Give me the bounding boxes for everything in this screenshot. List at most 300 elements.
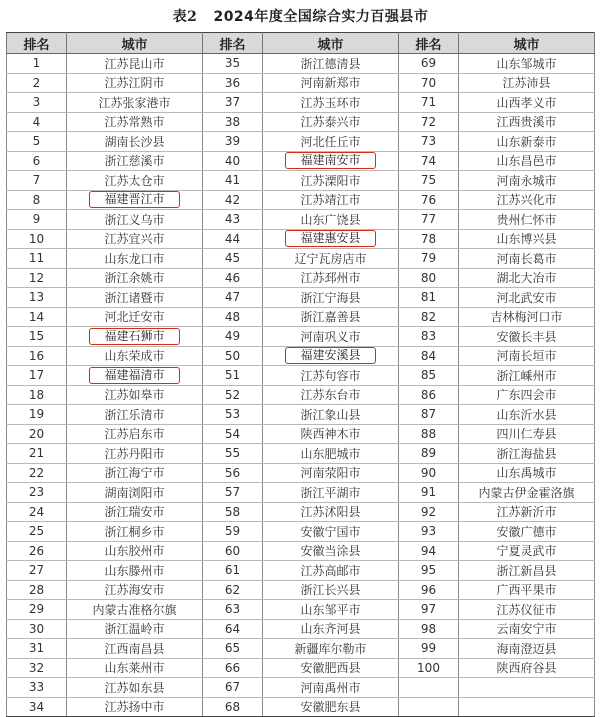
rank-cell: 13 — [7, 288, 67, 308]
rank-cell: 12 — [7, 268, 67, 288]
city-name: 山东昌邑市 — [496, 154, 557, 169]
city-name: 浙江平湖市 — [300, 485, 361, 500]
city-name: 山东齐河县 — [300, 622, 361, 637]
rank-cell: 38 — [203, 112, 263, 132]
city-name: 山东新泰市 — [496, 134, 557, 149]
city-name: 浙江瑞安市 — [104, 505, 165, 520]
rank-cell: 47 — [203, 288, 263, 308]
city-name: 陕西府谷县 — [496, 661, 557, 676]
city-name: 河北武安市 — [496, 290, 557, 305]
city-name: 山东禹城市 — [496, 466, 557, 481]
rank-cell: 60 — [203, 541, 263, 561]
city-name: 江西贵溪市 — [496, 115, 557, 130]
city-name: 江苏句容市 — [300, 368, 361, 383]
city-name: 安徽肥东县 — [300, 700, 361, 715]
city-cell — [67, 249, 203, 269]
rank-cell: 85 — [399, 366, 459, 386]
rank-cell: 59 — [203, 522, 263, 542]
city-name: 浙江宁海县 — [300, 290, 361, 305]
city-cell — [263, 132, 399, 152]
rank-cell: 97 — [399, 600, 459, 620]
rank-cell: 26 — [7, 541, 67, 561]
rank-cell: 69 — [399, 54, 459, 74]
table-row — [7, 210, 595, 230]
header-rank: 排名 — [7, 33, 67, 54]
rank-cell: 15 — [7, 327, 67, 347]
table-body — [7, 54, 595, 717]
city-cell — [67, 697, 203, 717]
rank-cell: 82 — [399, 307, 459, 327]
city-name: 山东滕州市 — [104, 563, 165, 578]
rank-cell: 89 — [399, 444, 459, 464]
city-name: 江苏丹阳市 — [104, 446, 165, 461]
rank-cell: 31 — [7, 639, 67, 659]
table-row — [7, 697, 595, 717]
table-row — [7, 132, 595, 152]
rank-cell: 73 — [399, 132, 459, 152]
city-cell — [67, 424, 203, 444]
city-cell — [263, 580, 399, 600]
city-name: 江苏常熟市 — [104, 115, 165, 130]
table-row — [7, 444, 595, 464]
rank-cell: 88 — [399, 424, 459, 444]
rank-cell: 37 — [203, 93, 263, 113]
table-row — [7, 171, 595, 191]
city-cell — [459, 541, 595, 561]
city-name: 浙江象山县 — [300, 407, 361, 422]
table-row — [7, 112, 595, 132]
table-row — [7, 249, 595, 269]
rank-cell: 87 — [399, 405, 459, 425]
rank-cell: 52 — [203, 385, 263, 405]
table-row — [7, 385, 595, 405]
table-title-text: 2024年度全国综合实力百强县市 — [213, 9, 429, 25]
city-cell — [459, 385, 595, 405]
table-number: 表2 — [172, 9, 198, 25]
city-name: 江苏海安市 — [104, 583, 165, 598]
rank-cell: 77 — [399, 210, 459, 230]
city-cell — [263, 190, 399, 210]
rank-cell: 14 — [7, 307, 67, 327]
city-name: 浙江慈溪市 — [104, 154, 165, 169]
city-name: 浙江诸暨市 — [104, 290, 165, 305]
city-cell — [459, 483, 595, 503]
table-row — [7, 619, 595, 639]
header-city: 城市 — [459, 33, 595, 54]
city-cell — [67, 54, 203, 74]
city-name: 江苏靖江市 — [300, 193, 361, 208]
city-cell — [263, 268, 399, 288]
table-row — [7, 541, 595, 561]
city-name: 山东肥城市 — [300, 446, 361, 461]
city-cell — [263, 93, 399, 113]
rank-cell: 27 — [7, 561, 67, 581]
rank-cell: 76 — [399, 190, 459, 210]
city-name: 内蒙古伊金霍洛旗 — [478, 485, 575, 500]
city-name: 河南长葛市 — [496, 251, 557, 266]
city-name: 贵州仁怀市 — [496, 212, 557, 227]
city-cell — [459, 424, 595, 444]
rank-cell: 34 — [7, 697, 67, 717]
city-cell — [459, 463, 595, 483]
table-header-row — [7, 33, 595, 54]
city-name: 四川仁寿县 — [496, 427, 557, 442]
city-cell — [459, 580, 595, 600]
city-cell — [263, 522, 399, 542]
rank-cell: 42 — [203, 190, 263, 210]
city-cell — [263, 678, 399, 698]
rank-cell: 45 — [203, 249, 263, 269]
city-name: 山东沂水县 — [496, 407, 557, 422]
table-row — [7, 327, 595, 347]
city-name: 山东博兴县 — [496, 232, 557, 247]
table-row — [7, 639, 595, 659]
city-cell — [263, 658, 399, 678]
table-row — [7, 658, 595, 678]
rank-cell: 18 — [7, 385, 67, 405]
city-name: 山东邹城市 — [496, 56, 557, 71]
rank-cell: 62 — [203, 580, 263, 600]
city-cell — [67, 112, 203, 132]
city-name: 湖南长沙县 — [104, 134, 165, 149]
city-cell — [459, 522, 595, 542]
rank-cell: 2 — [7, 73, 67, 93]
city-cell — [67, 444, 203, 464]
city-name: 江苏昆山市 — [104, 56, 165, 71]
rank-cell: 43 — [203, 210, 263, 230]
rank-cell: 81 — [399, 288, 459, 308]
city-cell — [263, 210, 399, 230]
city-cell — [67, 502, 203, 522]
city-cell — [263, 73, 399, 93]
city-name: 安徽当涂县 — [300, 544, 361, 559]
rank-cell: 56 — [203, 463, 263, 483]
rank-cell: 46 — [203, 268, 263, 288]
city-name: 广西平果市 — [496, 583, 557, 598]
table-row — [7, 54, 595, 74]
rank-cell: 67 — [203, 678, 263, 698]
city-cell — [459, 658, 595, 678]
city-cell — [67, 522, 203, 542]
city-name: 江苏扬中市 — [104, 700, 165, 715]
header-rank: 排名 — [399, 33, 459, 54]
table-row — [7, 346, 595, 366]
city-cell — [459, 112, 595, 132]
rank-cell: 55 — [203, 444, 263, 464]
table-row — [7, 502, 595, 522]
rank-cell: 68 — [203, 697, 263, 717]
header-rank: 排名 — [203, 33, 263, 54]
rank-cell: 57 — [203, 483, 263, 503]
rank-cell — [399, 678, 459, 698]
rank-cell: 96 — [399, 580, 459, 600]
city-cell — [263, 541, 399, 561]
city-cell — [67, 151, 203, 171]
city-name: 江苏溧阳市 — [300, 173, 361, 188]
rank-cell: 93 — [399, 522, 459, 542]
rank-cell: 17 — [7, 366, 67, 386]
rank-cell: 33 — [7, 678, 67, 698]
rank-cell: 50 — [203, 346, 263, 366]
city-cell-highlighted — [67, 327, 203, 347]
city-cell-highlighted — [263, 346, 399, 366]
city-cell — [67, 210, 203, 230]
city-name: 江苏邳州市 — [300, 271, 361, 286]
rank-cell: 74 — [399, 151, 459, 171]
city-name: 江苏沛县 — [502, 76, 551, 91]
table-row — [7, 73, 595, 93]
city-cell — [459, 171, 595, 191]
city-name: 浙江海盐县 — [496, 446, 557, 461]
rank-cell: 66 — [203, 658, 263, 678]
rank-cell: 51 — [203, 366, 263, 386]
city-cell — [263, 54, 399, 74]
city-name: 安徽广德市 — [496, 524, 557, 539]
rank-cell — [399, 697, 459, 717]
rank-cell: 20 — [7, 424, 67, 444]
rank-cell: 95 — [399, 561, 459, 581]
city-name: 广东四会市 — [496, 388, 557, 403]
table-row — [7, 366, 595, 386]
city-cell-highlighted — [67, 190, 203, 210]
city-name: 浙江余姚市 — [104, 271, 165, 286]
city-name: 福建安溪县 — [285, 347, 375, 364]
city-name: 江苏如东县 — [104, 680, 165, 695]
rank-cell: 4 — [7, 112, 67, 132]
city-name: 陕西神木市 — [300, 427, 361, 442]
city-cell — [263, 600, 399, 620]
table-row — [7, 463, 595, 483]
city-cell — [263, 307, 399, 327]
city-name: 山东广饶县 — [300, 212, 361, 227]
rank-cell: 10 — [7, 229, 67, 249]
rank-cell: 30 — [7, 619, 67, 639]
city-name: 福建惠安县 — [285, 230, 375, 247]
city-cell — [67, 73, 203, 93]
city-name: 新疆库尔勒市 — [294, 641, 367, 656]
rank-cell: 86 — [399, 385, 459, 405]
rank-cell: 84 — [399, 346, 459, 366]
city-name: 湖南浏阳市 — [104, 485, 165, 500]
city-name: 江苏如皋市 — [104, 388, 165, 403]
city-cell — [459, 619, 595, 639]
city-name: 内蒙古准格尔旗 — [92, 602, 177, 617]
city-name: 江西南昌县 — [104, 641, 165, 656]
table-row — [7, 424, 595, 444]
rank-cell: 6 — [7, 151, 67, 171]
city-name: 海南澄迈县 — [496, 641, 557, 656]
city-name: 江苏太仓市 — [104, 173, 165, 188]
city-name: 江苏泰兴市 — [300, 115, 361, 130]
city-cell — [263, 444, 399, 464]
city-cell — [67, 171, 203, 191]
city-name: 浙江桐乡市 — [104, 524, 165, 539]
table-row — [7, 522, 595, 542]
city-name: 浙江海宁市 — [104, 466, 165, 481]
city-name: 吉林梅河口市 — [490, 310, 563, 325]
table-row — [7, 580, 595, 600]
rank-cell: 54 — [203, 424, 263, 444]
city-cell — [67, 288, 203, 308]
city-cell — [263, 697, 399, 717]
rank-cell: 90 — [399, 463, 459, 483]
rank-cell: 64 — [203, 619, 263, 639]
rank-cell: 3 — [7, 93, 67, 113]
city-cell — [459, 502, 595, 522]
rank-cell: 70 — [399, 73, 459, 93]
city-cell — [67, 580, 203, 600]
city-name: 山西孝义市 — [496, 95, 557, 110]
rank-cell: 39 — [203, 132, 263, 152]
city-name: 江苏张家港市 — [98, 95, 171, 110]
city-cell — [263, 463, 399, 483]
city-name: 湖北大冶市 — [496, 271, 557, 286]
city-name: 福建福清市 — [89, 367, 179, 384]
table-row — [7, 288, 595, 308]
city-cell — [459, 307, 595, 327]
rank-cell: 16 — [7, 346, 67, 366]
rank-cell: 7 — [7, 171, 67, 191]
city-cell — [459, 405, 595, 425]
rank-cell: 99 — [399, 639, 459, 659]
city-cell — [67, 639, 203, 659]
city-name: 河南巩义市 — [300, 329, 361, 344]
city-cell — [67, 678, 203, 698]
city-name: 河南荥阳市 — [300, 466, 361, 481]
rank-cell: 58 — [203, 502, 263, 522]
city-cell — [67, 229, 203, 249]
city-name: 安徽宁国市 — [300, 524, 361, 539]
rank-cell: 35 — [203, 54, 263, 74]
city-cell — [67, 268, 203, 288]
city-cell — [459, 190, 595, 210]
city-cell — [459, 366, 595, 386]
rank-cell: 63 — [203, 600, 263, 620]
rank-cell: 28 — [7, 580, 67, 600]
city-cell — [459, 678, 595, 698]
city-cell — [459, 639, 595, 659]
city-cell — [459, 327, 595, 347]
city-name: 河南禹州市 — [300, 680, 361, 695]
rank-cell: 79 — [399, 249, 459, 269]
city-cell — [459, 444, 595, 464]
city-name: 浙江义乌市 — [104, 212, 165, 227]
city-cell — [459, 93, 595, 113]
rank-cell: 8 — [7, 190, 67, 210]
header-city: 城市 — [67, 33, 203, 54]
city-name: 山东邹平市 — [300, 602, 361, 617]
city-cell — [263, 366, 399, 386]
rank-cell: 100 — [399, 658, 459, 678]
city-name: 江苏沭阳县 — [300, 505, 361, 520]
table-row — [7, 600, 595, 620]
rank-cell: 36 — [203, 73, 263, 93]
city-name: 浙江德清县 — [300, 56, 361, 71]
city-cell — [459, 54, 595, 74]
city-name: 福建石狮市 — [89, 328, 179, 345]
city-name: 江苏新沂市 — [496, 505, 557, 520]
rank-cell: 61 — [203, 561, 263, 581]
city-cell — [263, 171, 399, 191]
city-name: 浙江长兴县 — [300, 583, 361, 598]
table-row — [7, 678, 595, 698]
rank-cell: 91 — [399, 483, 459, 503]
city-name: 河南永城市 — [496, 173, 557, 188]
rank-cell: 29 — [7, 600, 67, 620]
rank-cell: 21 — [7, 444, 67, 464]
header-city: 城市 — [263, 33, 399, 54]
rank-cell: 80 — [399, 268, 459, 288]
rank-cell: 65 — [203, 639, 263, 659]
rank-cell: 75 — [399, 171, 459, 191]
city-name: 江苏江阴市 — [104, 76, 165, 91]
rank-cell: 71 — [399, 93, 459, 113]
rank-cell: 49 — [203, 327, 263, 347]
city-cell — [67, 561, 203, 581]
city-cell — [263, 502, 399, 522]
city-name: 山东荣成市 — [104, 349, 165, 364]
city-name: 云南安宁市 — [496, 622, 557, 637]
city-name: 江苏仪征市 — [496, 602, 557, 617]
table-row — [7, 93, 595, 113]
city-name: 安徽长丰县 — [496, 329, 557, 344]
city-cell — [263, 112, 399, 132]
city-cell — [67, 93, 203, 113]
city-name: 辽宁瓦房店市 — [294, 251, 367, 266]
city-name: 江苏玉环市 — [300, 95, 361, 110]
city-name: 河南长垣市 — [496, 349, 557, 364]
city-cell — [459, 132, 595, 152]
city-name: 河南新郑市 — [300, 76, 361, 91]
table-row — [7, 307, 595, 327]
rank-cell: 11 — [7, 249, 67, 269]
city-cell — [459, 249, 595, 269]
rank-cell: 44 — [203, 229, 263, 249]
city-cell — [263, 619, 399, 639]
city-name: 江苏兴化市 — [496, 193, 557, 208]
city-cell — [67, 658, 203, 678]
city-name: 江苏高邮市 — [300, 563, 361, 578]
city-cell — [67, 346, 203, 366]
rank-cell: 53 — [203, 405, 263, 425]
rank-cell: 19 — [7, 405, 67, 425]
rank-cell: 72 — [399, 112, 459, 132]
city-cell — [263, 483, 399, 503]
city-cell — [263, 561, 399, 581]
rank-cell: 41 — [203, 171, 263, 191]
city-name: 浙江乐清市 — [104, 407, 165, 422]
city-cell — [459, 600, 595, 620]
city-cell — [459, 210, 595, 230]
city-name: 浙江嵊州市 — [496, 368, 557, 383]
rank-cell: 83 — [399, 327, 459, 347]
rank-cell: 9 — [7, 210, 67, 230]
city-cell — [459, 346, 595, 366]
city-cell — [67, 541, 203, 561]
city-cell — [263, 249, 399, 269]
city-name: 浙江温岭市 — [104, 622, 165, 637]
rank-cell: 1 — [7, 54, 67, 74]
city-cell-highlighted — [263, 229, 399, 249]
city-cell — [459, 73, 595, 93]
city-cell — [67, 307, 203, 327]
city-cell — [263, 405, 399, 425]
rank-cell: 92 — [399, 502, 459, 522]
city-name: 浙江新昌县 — [496, 563, 557, 578]
table-row — [7, 405, 595, 425]
rank-cell: 22 — [7, 463, 67, 483]
rank-cell: 48 — [203, 307, 263, 327]
